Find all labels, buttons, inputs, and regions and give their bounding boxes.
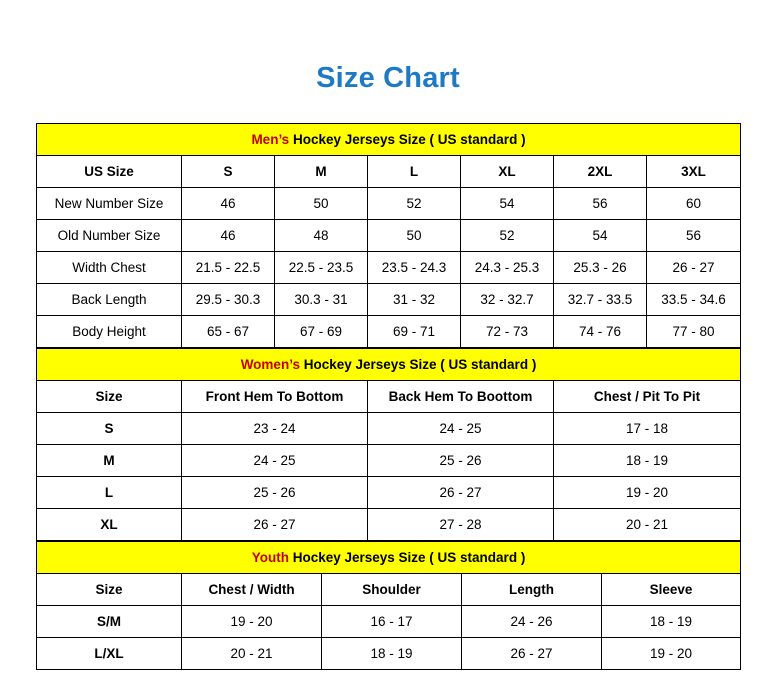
mens-row-2-val-3: 24.3 - 25.3 xyxy=(461,252,554,284)
mens-row-4-val-4: 74 - 76 xyxy=(554,316,647,348)
mens-row-2-val-2: 23.5 - 24.3 xyxy=(368,252,461,284)
mens-row-0-val-4: 56 xyxy=(554,188,647,220)
womens-row-1-val-0: 24 - 25 xyxy=(182,445,368,477)
mens-banner-rest: Hockey Jerseys Size ( US standard ) xyxy=(289,132,526,147)
mens-col-3: L xyxy=(368,156,461,188)
womens-col-0: Size xyxy=(37,381,182,413)
youth-row-0-val-0: 19 - 20 xyxy=(182,606,322,638)
womens-row-0-val-2: 17 - 18 xyxy=(554,413,741,445)
womens-row-3-label: XL xyxy=(37,509,182,541)
youth-row-1-val-3: 19 - 20 xyxy=(602,638,741,670)
mens-col-4: XL xyxy=(461,156,554,188)
mens-row-1-val-4: 54 xyxy=(554,220,647,252)
womens-row-3-val-0: 26 - 27 xyxy=(182,509,368,541)
youth-row-0-label: S/M xyxy=(37,606,182,638)
womens-banner-row xyxy=(37,349,741,381)
mens-row-1-val-3: 52 xyxy=(461,220,554,252)
mens-row-4-val-2: 69 - 71 xyxy=(368,316,461,348)
youth-col-3: Length xyxy=(462,574,602,606)
womens-row-2-label: L xyxy=(37,477,182,509)
mens-row-3-val-0: 29.5 - 30.3 xyxy=(182,284,275,316)
mens-row-1-val-1: 48 xyxy=(275,220,368,252)
table-row xyxy=(37,188,741,220)
youth-banner-row xyxy=(37,542,741,574)
womens-col-1: Front Hem To Bottom xyxy=(182,381,368,413)
tables-container xyxy=(36,123,740,670)
mens-row-0-val-0: 46 xyxy=(182,188,275,220)
youth-row-1-val-0: 20 - 21 xyxy=(182,638,322,670)
youth-col-0: Size xyxy=(37,574,182,606)
mens-row-1-val-2: 50 xyxy=(368,220,461,252)
mens-row-4-val-5: 77 - 80 xyxy=(647,316,741,348)
mens-banner-highlight: Men’s xyxy=(251,132,290,147)
mens-row-0-val-3: 54 xyxy=(461,188,554,220)
youth-row-1-val-2: 26 - 27 xyxy=(462,638,602,670)
table-row xyxy=(37,477,741,509)
youth-banner xyxy=(37,542,741,574)
womens-row-0-val-0: 23 - 24 xyxy=(182,413,368,445)
youth-col-4: Sleeve xyxy=(602,574,741,606)
mens-row-0-val-2: 52 xyxy=(368,188,461,220)
youth-row-1-label: L/XL xyxy=(37,638,182,670)
table-row xyxy=(37,284,741,316)
table-row xyxy=(37,413,741,445)
mens-row-0-val-5: 60 xyxy=(647,188,741,220)
mens-row-0-label: New Number Size xyxy=(37,188,182,220)
youth-row-0-val-2: 24 - 26 xyxy=(462,606,602,638)
mens-size-table xyxy=(36,123,741,348)
table-row xyxy=(37,252,741,284)
mens-col-5: 2XL xyxy=(554,156,647,188)
mens-row-4-val-1: 67 - 69 xyxy=(275,316,368,348)
womens-col-2: Back Hem To Boottom xyxy=(368,381,554,413)
mens-banner xyxy=(37,124,741,156)
youth-row-0-val-3: 18 - 19 xyxy=(602,606,741,638)
table-row xyxy=(37,606,741,638)
womens-row-3-val-1: 27 - 28 xyxy=(368,509,554,541)
table-row xyxy=(37,509,741,541)
mens-row-3-val-5: 33.5 - 34.6 xyxy=(647,284,741,316)
womens-row-1-label: M xyxy=(37,445,182,477)
mens-header-row xyxy=(37,156,741,188)
womens-row-1-val-2: 18 - 19 xyxy=(554,445,741,477)
mens-row-1-label: Old Number Size xyxy=(37,220,182,252)
mens-row-1-val-0: 46 xyxy=(182,220,275,252)
youth-header-row xyxy=(37,574,741,606)
mens-col-6: 3XL xyxy=(647,156,741,188)
mens-row-2-val-1: 22.5 - 23.5 xyxy=(275,252,368,284)
mens-row-2-val-5: 26 - 27 xyxy=(647,252,741,284)
youth-row-0-val-1: 16 - 17 xyxy=(322,606,462,638)
mens-row-3-val-2: 31 - 32 xyxy=(368,284,461,316)
youth-col-2: Shoulder xyxy=(322,574,462,606)
mens-row-0-val-1: 50 xyxy=(275,188,368,220)
table-row xyxy=(37,316,741,348)
womens-row-1-val-1: 25 - 26 xyxy=(368,445,554,477)
womens-row-2-val-0: 25 - 26 xyxy=(182,477,368,509)
mens-row-3-val-1: 30.3 - 31 xyxy=(275,284,368,316)
mens-row-1-val-5: 56 xyxy=(647,220,741,252)
mens-row-2-label: Width Chest xyxy=(37,252,182,284)
mens-col-2: M xyxy=(275,156,368,188)
womens-row-3-val-2: 20 - 21 xyxy=(554,509,741,541)
mens-banner-row xyxy=(37,124,741,156)
mens-row-4-label: Body Height xyxy=(37,316,182,348)
womens-banner xyxy=(37,349,741,381)
womens-row-0-label: S xyxy=(37,413,182,445)
mens-row-2-val-4: 25.3 - 26 xyxy=(554,252,647,284)
womens-banner-highlight: Women’s xyxy=(240,357,300,372)
youth-banner-rest: Hockey Jerseys Size ( US standard ) xyxy=(288,550,526,565)
youth-row-1-val-1: 18 - 19 xyxy=(322,638,462,670)
mens-row-4-val-0: 65 - 67 xyxy=(182,316,275,348)
mens-row-4-val-3: 72 - 73 xyxy=(461,316,554,348)
youth-col-1: Chest / Width xyxy=(182,574,322,606)
mens-col-0: US Size xyxy=(37,156,182,188)
youth-banner-highlight: Youth xyxy=(251,550,289,565)
mens-row-3-val-3: 32 - 32.7 xyxy=(461,284,554,316)
youth-size-table xyxy=(36,541,741,670)
womens-header-row xyxy=(37,381,741,413)
womens-banner-rest: Hockey Jerseys Size ( US standard ) xyxy=(299,357,537,372)
page-title: Size Chart xyxy=(316,62,460,94)
womens-row-2-val-2: 19 - 20 xyxy=(554,477,741,509)
table-row xyxy=(37,638,741,670)
mens-row-3-label: Back Length xyxy=(37,284,182,316)
womens-size-table xyxy=(36,348,741,541)
womens-row-0-val-1: 24 - 25 xyxy=(368,413,554,445)
mens-col-1: S xyxy=(182,156,275,188)
womens-row-2-val-1: 26 - 27 xyxy=(368,477,554,509)
mens-row-3-val-4: 32.7 - 33.5 xyxy=(554,284,647,316)
table-row xyxy=(37,220,741,252)
womens-col-3: Chest / Pit To Pit xyxy=(554,381,741,413)
table-row xyxy=(37,445,741,477)
mens-row-2-val-0: 21.5 - 22.5 xyxy=(182,252,275,284)
